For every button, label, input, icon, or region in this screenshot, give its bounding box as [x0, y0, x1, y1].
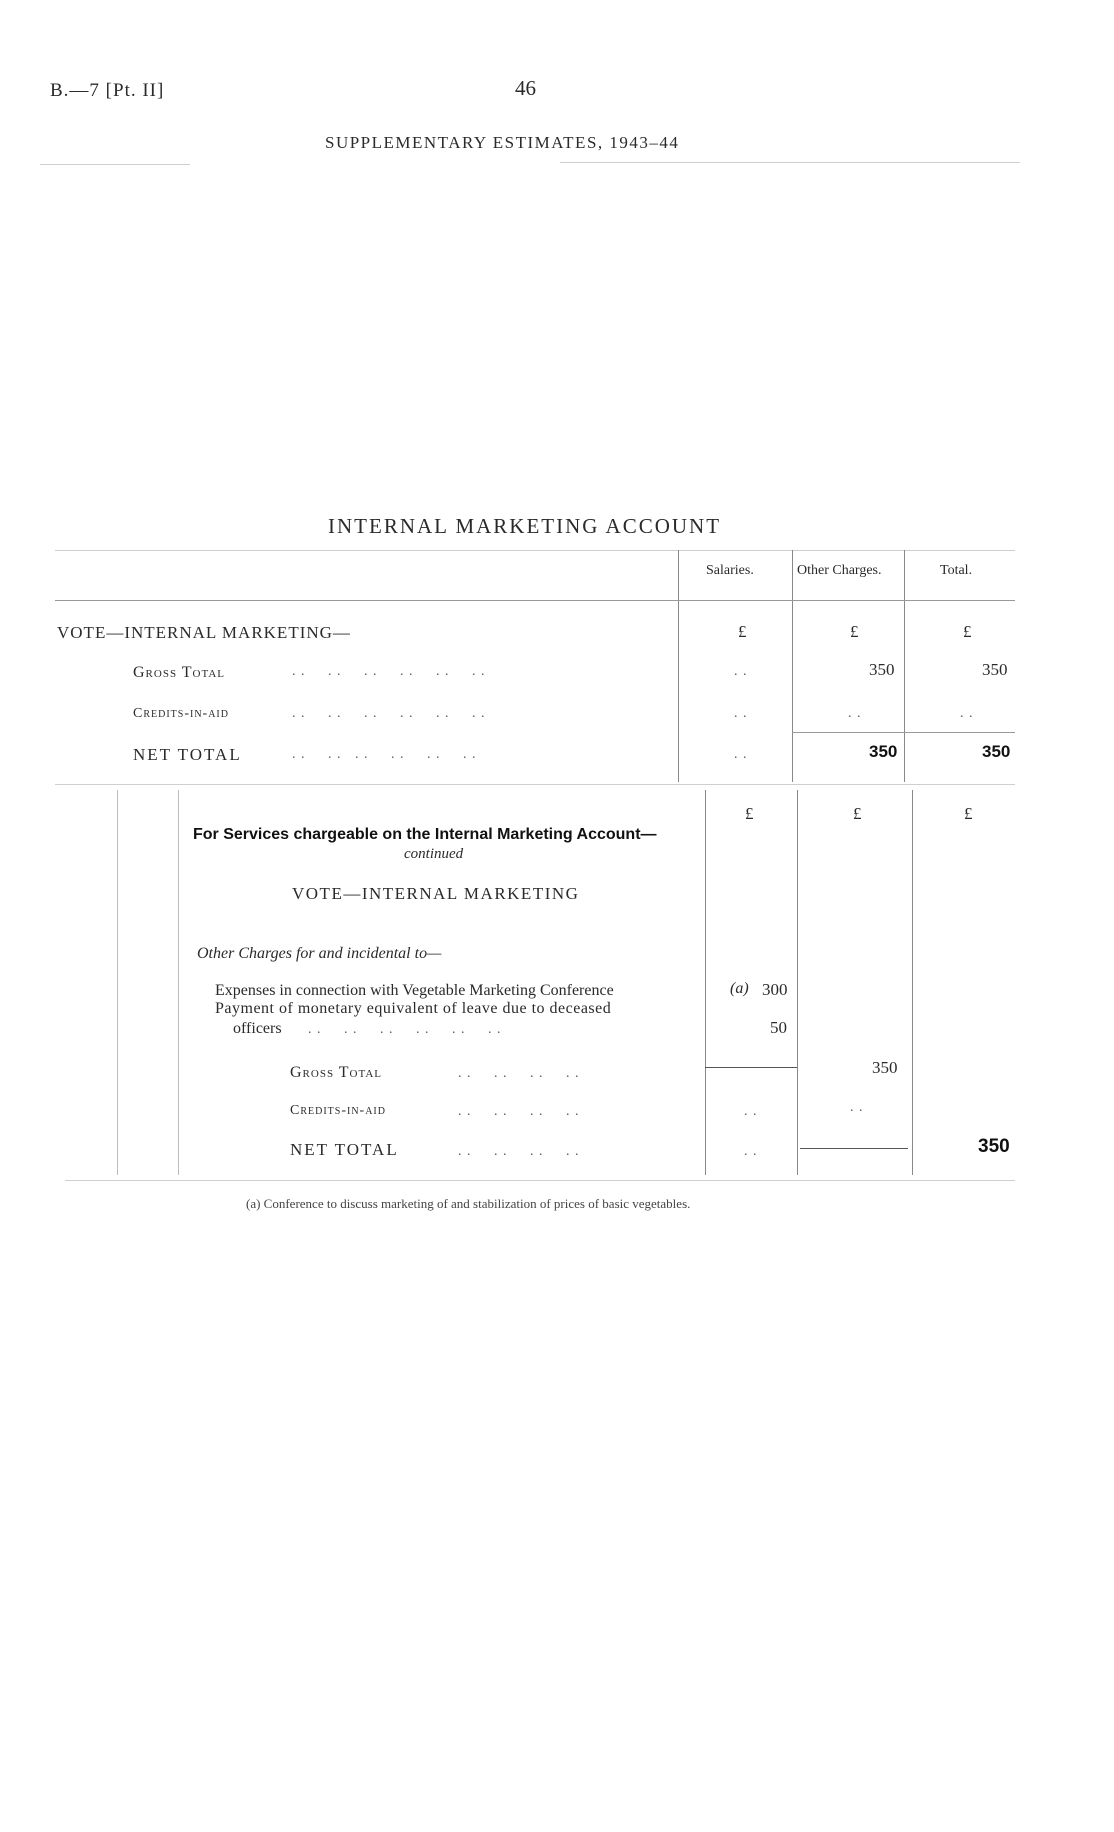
- summary-top-rule: [55, 550, 1015, 551]
- summary-col-divider-3: [904, 550, 905, 782]
- summary-net-total-other: 350: [869, 742, 898, 761]
- item-expenses-text: Expenses in connection with Vegetable Marketing Conference: [215, 982, 614, 999]
- column-header-other-charges: Other Charges.: [797, 563, 882, 578]
- detail-net-total-salaries: . .: [744, 1144, 758, 1159]
- page-number: 46: [515, 76, 536, 100]
- account-title: INTERNAL MARKETING ACCOUNT: [328, 514, 722, 538]
- detail-gross-total-other: 350: [872, 1058, 898, 1077]
- summary-credits-other: . .: [848, 706, 862, 721]
- detail-currency-salaries: £: [745, 804, 754, 823]
- summary-credits-salaries: . .: [734, 706, 748, 721]
- column-header-salaries: Salaries.: [706, 563, 754, 578]
- detail-bottom-rule: [65, 1180, 1015, 1181]
- summary-net-total-total: 350: [982, 742, 1011, 761]
- detail-gross-total-label: Gross Total: [290, 1064, 383, 1081]
- summary-col-divider-1: [678, 550, 679, 782]
- vote-label: VOTE—INTERNAL MARKETING—: [57, 623, 351, 642]
- summary-net-total-salaries: . .: [734, 747, 748, 762]
- detail-gross-total-leader: . . . . . . . .: [458, 1066, 580, 1081]
- detail-margin-rule-1: [117, 790, 118, 1175]
- item-payment-leader: . . . . . . . . . . . .: [308, 1022, 502, 1037]
- header-rule: [40, 164, 190, 165]
- summary-gross-total-leader: . . . . . . . . . . . .: [292, 664, 486, 679]
- detail-currency-other: £: [853, 804, 862, 823]
- running-title: SUPPLEMENTARY ESTIMATES, 1943–44: [325, 133, 680, 152]
- summary-credits-label: Credits-in-aid: [133, 706, 229, 721]
- item-expenses-note: (a): [730, 980, 749, 997]
- summary-net-total-label: NET TOTAL: [133, 745, 242, 764]
- detail-continued: continued: [404, 846, 464, 862]
- summary-header-rule: [55, 600, 1015, 601]
- item-payment-text: Payment of monetary equivalent of leave due to deceased: [215, 1000, 612, 1017]
- document-reference: B.—7 [Pt. II]: [50, 80, 165, 101]
- detail-credits-leader: . . . . . . . .: [458, 1104, 580, 1119]
- summary-gross-total-total: 350: [982, 660, 1008, 679]
- detail-margin-rule-2: [178, 790, 179, 1175]
- currency-total: £: [963, 622, 972, 641]
- summary-net-total-leader: . . . . . . . . . . . .: [292, 747, 477, 762]
- item-payment-text-cont: officers: [233, 1020, 282, 1037]
- header-rule-right: [560, 162, 1020, 163]
- detail-credits-other: . .: [850, 1100, 864, 1115]
- footnote: (a) Conference to discuss marketing of and stabilization of prices of basic vegetables.: [246, 1196, 691, 1211]
- summary-bottom-rule: [55, 784, 1015, 785]
- detail-net-total-total: 350: [978, 1136, 1010, 1157]
- summary-gross-total-label: Gross Total: [133, 664, 226, 681]
- detail-net-total-label: NET TOTAL: [290, 1140, 399, 1159]
- detail-net-total-leader: . . . . . . . .: [458, 1144, 580, 1159]
- summary-col-divider-2: [792, 550, 793, 782]
- summary-credits-total: . .: [960, 706, 974, 721]
- column-header-total: Total.: [940, 563, 973, 578]
- currency-other: £: [850, 622, 859, 641]
- detail-net-rule: [800, 1148, 908, 1149]
- item-payment-amount: 50: [770, 1018, 787, 1037]
- detail-col-divider-1: [705, 790, 706, 1175]
- detail-col-divider-3: [912, 790, 913, 1175]
- detail-vote-title: VOTE—INTERNAL MARKETING: [292, 884, 580, 903]
- detail-credits-salaries: . .: [744, 1104, 758, 1119]
- detail-subtotal-rule: [705, 1067, 797, 1068]
- summary-gross-total-other: 350: [869, 660, 895, 679]
- detail-col-divider-2: [797, 790, 798, 1175]
- summary-subtotal-rule: [792, 732, 1015, 733]
- detail-currency-total: £: [964, 804, 973, 823]
- item-expenses-amount: 300: [762, 980, 788, 999]
- detail-heading: For Services chargeable on the Internal Marketing Account—: [193, 826, 657, 843]
- summary-credits-leader: . . . . . . . . . . . .: [292, 706, 486, 721]
- currency-salaries: £: [738, 622, 747, 641]
- detail-section-heading: Other Charges for and incidental to—: [197, 945, 442, 962]
- summary-gross-total-salaries: . .: [734, 664, 748, 679]
- detail-credits-label: Credits-in-aid: [290, 1103, 386, 1118]
